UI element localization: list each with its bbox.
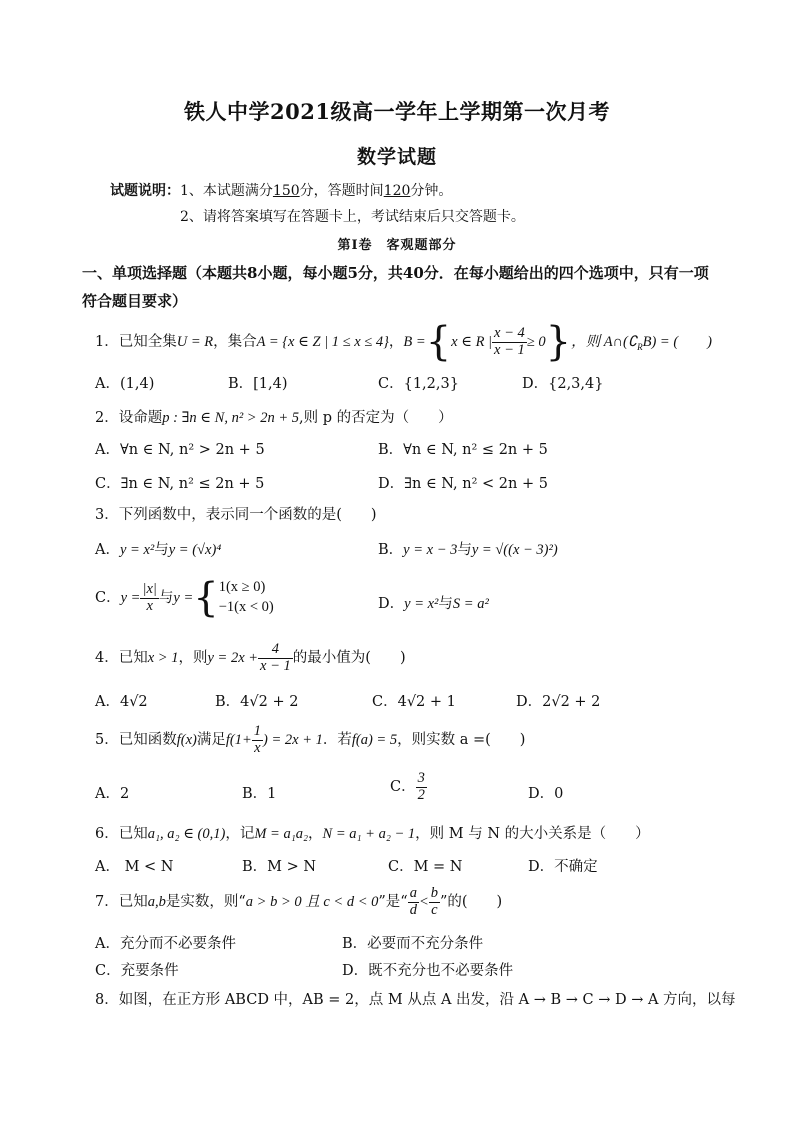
q6-option-b: B．M > N (242, 859, 317, 875)
q3-option-d: D．y = x²与S = a² (378, 596, 489, 612)
q7-option-a: A．充分而不必要条件 (95, 936, 236, 952)
q3-option-c: C．y = $\frac{|x|}{x}$ 与y ={ 1(x ≥ 0) −1(x < 0) (95, 575, 274, 621)
q1-option-c: C．{1,2,3} (378, 376, 459, 392)
q2-option-c: C．∃n ∈ N, n² ≤ 2n + 5 (95, 476, 265, 492)
exam-subtitle: 数学试题 (356, 146, 437, 168)
q3-option-a: A．y = x²与y = (√x)⁴ (95, 542, 222, 558)
q2-option-a: A．∀n ∈ N, n² > 2n + 5 (95, 442, 265, 458)
question-7-stem: 7．已知a,b是实数，则“a > b > 0 且 c < d < 0”是“ $\frac{a}{d}$ < $\frac{b}{c}$ ”的( ) (95, 885, 503, 918)
question-3-stem: 3．下列函数中，表示同一个函数的是( ) (95, 507, 377, 523)
q1-option-b: B．[1,4) (228, 376, 288, 392)
part1-heading-line2: 符合题目要求） (82, 292, 188, 310)
part1-heading-line1: 一、单项选择题（本题共8小题，每小题5分，共40分．在每小题给出的四个选项中，只有一项 (82, 264, 709, 282)
q5-option-c: C． $\frac{3}{2}$ (390, 770, 425, 803)
q1-option-a: A．(1,4) (95, 376, 155, 392)
q4-option-b: B．4√2 + 2 (215, 694, 299, 710)
q7-option-b: B．必要而不充分条件 (342, 936, 484, 952)
q4-option-a: A．4√2 (95, 694, 148, 710)
q1-option-d: D．{2,3,4} (522, 376, 604, 392)
q6-option-a: A． M < N (95, 859, 174, 875)
q7-option-d: D．既不充分也不必要条件 (342, 963, 514, 979)
q5-option-b: B．1 (242, 786, 277, 802)
q7-option-c: C．充要条件 (95, 963, 179, 979)
q2-option-b: B．∀n ∈ N, n² ≤ 2n + 5 (378, 442, 548, 458)
exam-title: 铁人中学2021级高一学年上学期第一次月考 (184, 99, 610, 124)
section-heading: 第Ⅰ卷 客观题部分 (337, 238, 457, 253)
exam-instructions-line1: 试题说明：1、本试题满分150分，答题时间120分钟。 (110, 183, 453, 199)
q3-option-b: B．y = x − 3与y = √((x − 3)²) (378, 542, 558, 558)
q5-option-d: D．0 (528, 786, 564, 802)
question-8-stem: 8．如图，在正方形 ABCD 中，AB = 2，点 M 从点 A 出发，沿 A → B → C → D → A 方向，以每 (95, 992, 736, 1008)
question-1-stem: 1．已知全集U = R，集合A = {x ∈ Z | 1 ≤ x ≤ 4}，B ={x ∈ R | $\frac{x - 4}{x - 1}$ ≥ 0}，则 $A\cap(∁_RB)$ = ( ) (95, 319, 712, 365)
question-2-stem: 2．设命题p : ∃n ∈ N, n² > 2n + 5,则 p 的否定为（ ） (95, 410, 453, 426)
exam-instructions-line2: 2、请将答案填写在答题卡上，考试结束后只交答题卡。 (180, 209, 525, 225)
question-5-stem: 5．已知函数f(x)满足f(1+ $\frac{1}{x}$ ) = 2x + 1．若f(a) = 5，则实数 a =( ) (95, 723, 526, 756)
q6-option-c: C．M = N (388, 859, 463, 875)
q4-option-c: C．4√2 + 1 (372, 694, 456, 710)
q2-option-d: D．∃n ∈ N, n² < 2n + 5 (378, 476, 548, 492)
q4-option-d: D．2√2 + 2 (516, 694, 601, 710)
q6-option-d: D．不确定 (528, 859, 598, 875)
instructions-label: 试题说明： (110, 183, 180, 199)
q5-option-a: A．2 (95, 786, 130, 802)
question-4-stem: 4．已知x > 1，则y = 2x + $\frac{4}{x - 1}$ 的最小值为( ) (95, 641, 406, 674)
question-6-stem: 6．已知a₁, a₂ ∈ (0,1)，记M = a₁a₂，N = a₁ + a₂ − 1，则 M 与 N 的大小关系是（ ） (95, 826, 650, 842)
